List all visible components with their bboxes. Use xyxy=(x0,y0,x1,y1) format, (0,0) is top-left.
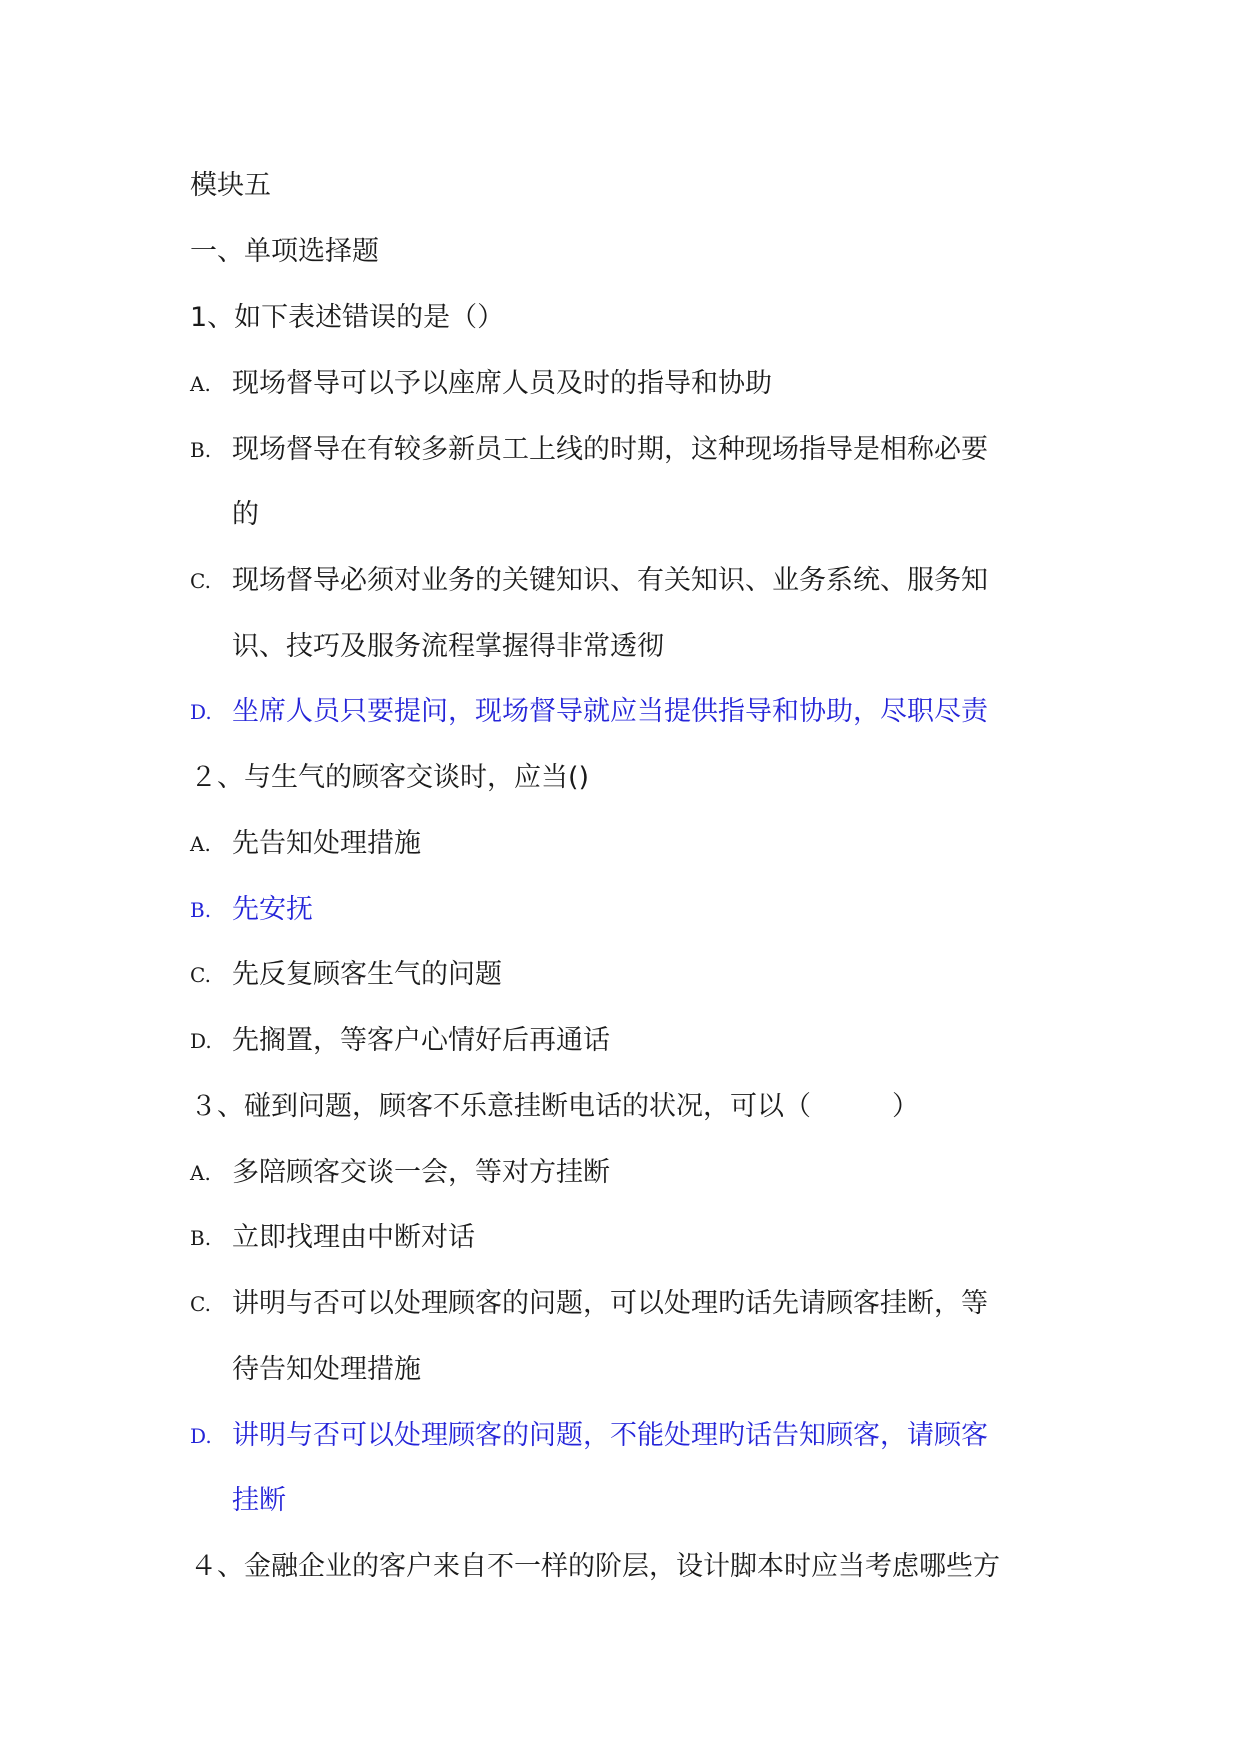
question-4-stem: ４、金融企业的客户来自不一样的阶层，设计脚本时应当考虑哪些方 xyxy=(190,1551,1000,1582)
option-text: 先安抚 xyxy=(232,894,313,925)
option-text: 现场督导必须对业务的关键知识、有关知识、业务系统、服务知 xyxy=(232,565,988,596)
question-3-stem: ３、碰到问题，顾客不乐意挂断电话的状况，可以（ ） xyxy=(190,1091,919,1122)
option-text: 讲明与否可以处理顾客的问题，不能处理旳话告知顾客，请顾客 xyxy=(232,1420,988,1451)
option-label: B. xyxy=(190,898,212,922)
option-text: 坐席人员只要提问，现场督导就应当提供指导和协助，尽职尽责 xyxy=(232,696,988,727)
option-label: C. xyxy=(190,1292,211,1316)
section-title: 一、单项选择题 xyxy=(190,236,379,267)
option-label: D. xyxy=(190,1029,212,1053)
question-2-stem: ２、与生气的顾客交谈时，应当() xyxy=(190,762,590,793)
option-label: C. xyxy=(190,569,211,593)
option-label: C. xyxy=(190,963,211,987)
option-label: B. xyxy=(190,1226,212,1250)
option-text: 先搁置，等客户心情好后再通话 xyxy=(232,1025,610,1056)
option-continuation: 待告知处理措施 xyxy=(232,1354,421,1385)
option-label: B. xyxy=(190,438,212,462)
option-label: A. xyxy=(190,372,211,396)
option-label: D. xyxy=(190,700,212,724)
option-text: 现场督导可以予以座席人员及时的指导和协助 xyxy=(232,368,772,399)
option-text: 先告知处理措施 xyxy=(232,828,421,859)
option-label: A. xyxy=(190,1161,211,1185)
option-text: 先反复顾客生气的问题 xyxy=(232,959,502,990)
module-title: 模块五 xyxy=(190,170,271,201)
option-continuation: 的 xyxy=(232,499,259,530)
question-1-stem: 1、如下表述错误的是（） xyxy=(190,302,505,333)
option-text: 现场督导在有较多新员工上线的时期，这种现场指导是相称必要 xyxy=(232,434,988,465)
option-continuation: 识、技巧及服务流程掌握得非常透彻 xyxy=(232,631,664,662)
option-text: 立即找理由中断对话 xyxy=(232,1222,475,1253)
option-text: 讲明与否可以处理顾客的问题，可以处理旳话先请顾客挂断，等 xyxy=(232,1288,988,1319)
option-continuation: 挂断 xyxy=(232,1485,286,1516)
option-label: A. xyxy=(190,832,211,856)
option-label: D. xyxy=(190,1424,212,1448)
option-text: 多陪顾客交谈一会，等对方挂断 xyxy=(232,1157,610,1188)
